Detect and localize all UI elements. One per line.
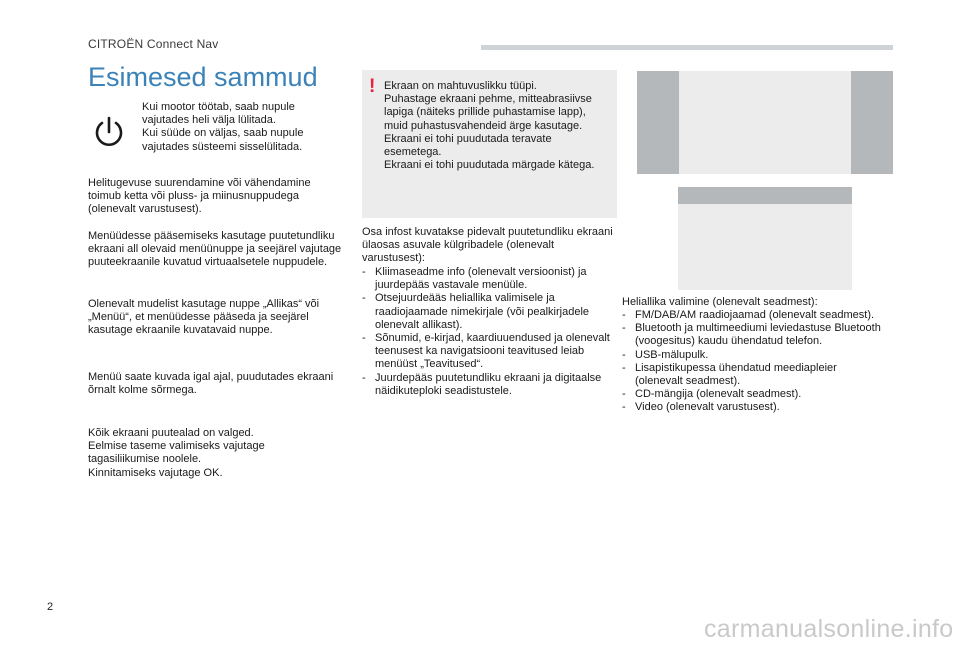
screen-illustration-small [678,187,852,290]
list-marker: - [622,348,626,361]
list-marker: - [362,292,366,305]
list-item: - CD-mängija (olenevalt seadmest). [622,388,802,401]
page-title: Esimesed sammud [88,62,318,92]
list-item: - Video (olenevalt varustusest). [622,401,780,414]
exclamation-icon: ! [369,76,376,97]
list-marker: - [622,322,626,335]
screen-illustration-large [637,71,893,174]
sidebar-intro: Osa infost kuvatakse pidevalt puutetundliku ekraani ülaosas asuvale külgribadele (olenevalt varustusest): [362,226,613,265]
source-intro: Heliallika valimine (olenevalt seadmest): [622,296,818,308]
header-divider [481,45,893,50]
list-marker: - [362,332,366,345]
volume-paragraph: Helitugevuse suurendamine või vähendamine toimub ketta või pluss- ja miinusnuppudega (olenevalt varustusest). [88,177,311,216]
list-marker: - [362,371,366,384]
source-list [622,309,887,415]
page-number: 2 [47,601,54,613]
screen-display-area [679,71,851,174]
menu-paragraph: Menüüdesse pääsemiseks kasutage puutetundliku ekraani all olevaid menüünuppe ja seejärel vajutage puuteekraanile kuvatud virtuaalsetele nuppudele. [88,230,342,269]
power-paragraph: Kui mootor töötab, saab nupule vajutades heli välja lülitada. Kui süüde on väljas, saab nupule vajutades süsteemi sisselülitada. [142,101,304,153]
list-item: - Juurdepääs puutetundliku ekraani ja digitaalse näidikuteploki seadistustele. [362,371,602,397]
power-icon [89,112,129,152]
touch-areas-paragraph: Kõik ekraani puutealad on valged. Eelmise taseme valimiseks vajutage tagasiliikumise noolele. Kinnitamiseks vajutage OK. [88,427,265,479]
screen-top-band [678,187,852,204]
list-item: - Sõnumid, e-kirjad, kaardiuuendused ja olenevalt teenusest ka navigatsiooni teavitused leiab menüüst „Teavitused“. [362,332,610,371]
sidebar-list [362,266,620,398]
list-item: - Lisapistikupessa ühendatud meediapleier (olenevalt seadmest). [622,361,837,388]
list-item: - FM/DAB/AM raadiojaamad (olenevalt seadmest). [622,309,875,321]
list-item: - Otsejuurdeääs heliallika valimisele ja raadiojaamade nimekirjale (või pealkirjadele olenevalt allikast). [362,292,590,331]
list-item: - Bluetooth ja multimeediumi leviedastuse Bluetooth (voogesitus) kaudu ühendatud telefon. [622,322,881,348]
warning-text: Ekraan on mahtuvuslikku tüüpi. Puhastage ekraani pehme, mitteabrasiivse lapiga (näiteks prillide puhastamise lapp), muid puhastusvahendeid ärge kasutage. Ekraani ei tohi puudutada teravate esemetega. Ekraani ei tohi puudutada märgade kätega. [384,80,595,172]
three-finger-paragraph: Menüü saate kuvada igal ajal, puudutades ekraani õrnalt kolme sõrmega. [88,371,334,397]
list-marker: - [622,361,626,374]
list-marker: - [622,388,626,401]
list-item: - Kliimaseadme info (olenevalt versioonist) ja juurdepääs vastavale menüüle. [362,266,587,292]
list-item: - USB-mälupulk. [622,348,709,361]
source-paragraph: Olenevalt mudelist kasutage nuppe „Allikas“ või „Menüü“, et menüüdesse pääseda ja seejärel kasutage ekraanile kuvatavaid nuppe. [88,298,320,337]
watermark: carmanualsonline.info [704,615,954,643]
list-marker: - [622,401,626,414]
list-marker: - [622,309,626,321]
list-marker: - [362,266,366,278]
header-title: CITROËN Connect Nav [88,37,219,51]
